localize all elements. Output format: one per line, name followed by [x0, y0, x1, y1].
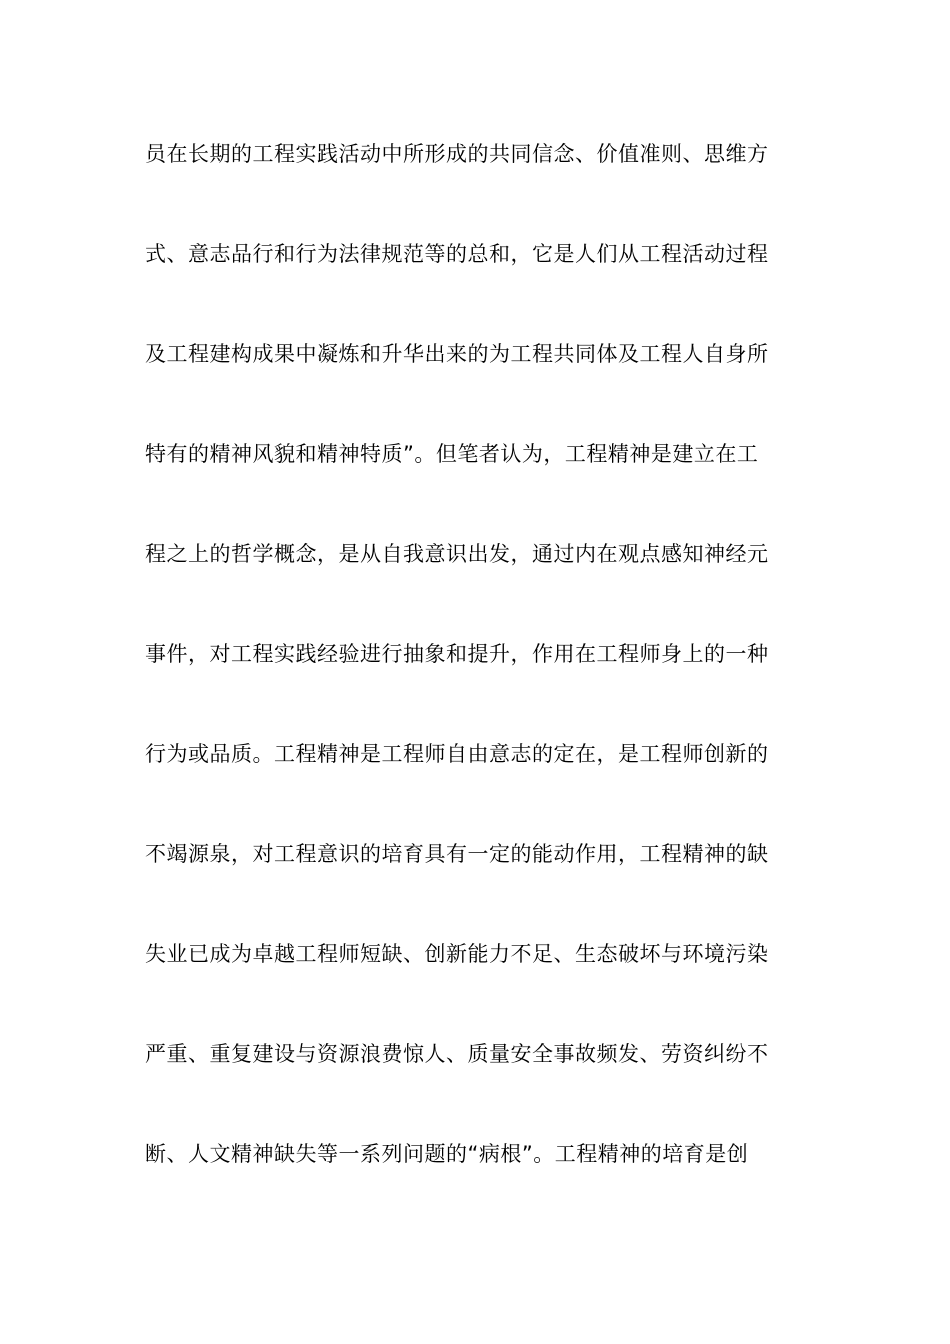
text-line: 特有的精神风貌和精神特质”。但笔者认为，工程精神是建立在工: [145, 442, 759, 466]
text-line: 程之上的哲学概念，是从自我意识出发，通过内在观点感知神经元: [145, 542, 769, 566]
text-line: 员在长期的工程实践活动中所形成的共同信念、价值准则、思维方: [145, 142, 769, 166]
text-line: 行为或品质。工程精神是工程师自由意志的定在，是工程师创新的: [145, 742, 769, 766]
text-line: 式、意志品行和行为法律规范等的总和，它是人们从工程活动过程: [145, 242, 769, 266]
text-line: 断、人文精神缺失等一系列问题的“病根”。工程精神的培育是创: [145, 1142, 749, 1166]
text-line: 事件，对工程实践经验进行抽象和提升，作用在工程师身上的一种: [145, 642, 769, 666]
text-line: 及工程建构成果中凝炼和升华出来的为工程共同体及工程人自身所: [145, 342, 769, 366]
text-line: 严重、重复建设与资源浪费惊人、质量安全事故频发、劳资纠纷不: [145, 1042, 769, 1066]
body-paragraph: [145, 134, 807, 1234]
text-line: 失业已成为卓越工程师短缺、创新能力不足、生态破坏与环境污染: [145, 942, 769, 966]
text-line: 不竭源泉，对工程意识的培育具有一定的能动作用，工程精神的缺: [145, 842, 769, 866]
